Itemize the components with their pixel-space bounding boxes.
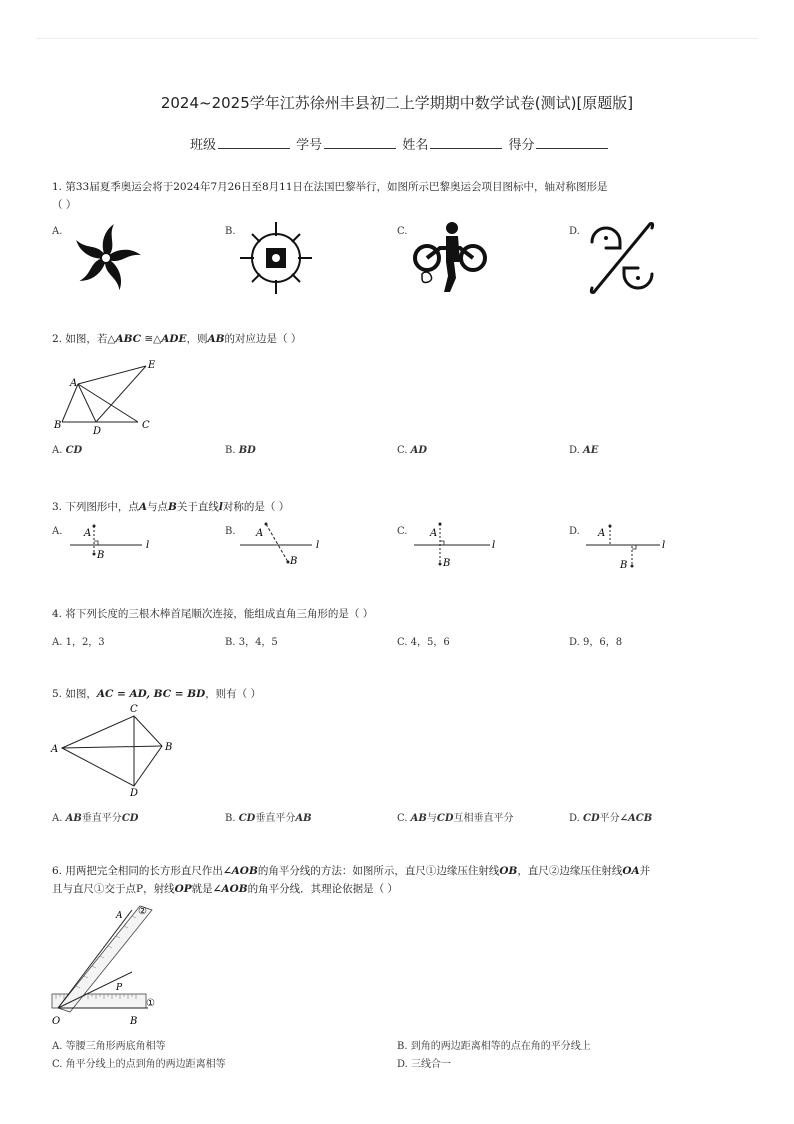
- q4-stem: 4. 将下列长度的三根木棒首尾顺次连接，能组成直角三角形的是（ ）: [52, 608, 374, 620]
- q6-stem-line1: 6. 用两把完全相同的长方形直尺作出∠AOB的角平分线的方法：如图所示，直尺①边缘压住射线OB，直尺②边缘压住射线OA并: [52, 865, 651, 877]
- name-blank: [430, 136, 502, 149]
- svg-text:P: P: [116, 983, 123, 993]
- svg-text:l: l: [662, 540, 666, 551]
- q1-option-c-label: C.: [397, 226, 408, 237]
- svg-text:B: B: [290, 556, 298, 567]
- svg-text:①: ①: [146, 998, 155, 1009]
- name-label: 姓名: [402, 138, 429, 153]
- q3-stem: 3. 下列图形中，点A与点B关于直线l对称的是（ ）: [52, 501, 290, 513]
- q3-figure-c: [410, 520, 510, 570]
- q1-option-d-label: D.: [569, 226, 580, 237]
- q3-figure-a: [66, 520, 166, 570]
- class-label: 班级: [190, 138, 217, 153]
- q3-figure-b: [236, 520, 336, 570]
- svg-text:B: B: [443, 558, 451, 569]
- q2-triangle-figure: [52, 358, 162, 438]
- svg-text:②: ②: [138, 906, 147, 917]
- score-blank: [536, 136, 608, 149]
- q2-option-b: B. BD: [225, 445, 256, 456]
- q6-stem-line2: 且与直尺①交于点P，射线OP就是∠AOB的角平分线．其理论依据是（ ）: [52, 883, 398, 895]
- svg-text:l: l: [316, 540, 320, 551]
- q4-option-d: D. 9，6，8: [569, 637, 623, 648]
- top-divider: [36, 38, 758, 39]
- q2-option-d: D. AE: [569, 445, 599, 456]
- svg-text:A: A: [256, 528, 264, 539]
- q6-rulers-figure: [48, 900, 164, 1028]
- q5-stem: 5. 如图，AC = AD, BC = BD，则有（ ）: [52, 688, 262, 700]
- svg-text:C: C: [130, 704, 138, 715]
- q5-option-c: C. AB与CD互相垂直平分: [397, 813, 514, 824]
- target-icon: [238, 220, 314, 296]
- cyclist-icon: [410, 218, 490, 298]
- q1-stem: 1. 第33届夏季奥运会将于2024年7月26日至8月11日在法国巴黎举行，如图所示巴黎奥运会项目图标中，轴对称图形是: [52, 181, 608, 193]
- number-blank: [324, 136, 396, 149]
- svg-text:D: D: [130, 788, 139, 799]
- number-label: 学号: [296, 138, 323, 153]
- student-info-line: [190, 134, 610, 153]
- q2-label-e: E: [148, 360, 156, 371]
- page-title: 2024~2025学年江苏徐州丰县初二上学期期中数学试卷(测试)[原题版]: [160, 94, 634, 112]
- svg-text:B: B: [97, 550, 105, 561]
- class-blank: [218, 136, 290, 149]
- svg-text:A: A: [430, 528, 438, 539]
- q5-option-a: A. AB垂直平分CD: [52, 813, 139, 824]
- q5-option-b: B. CD垂直平分AB: [225, 813, 312, 824]
- svg-text:A: A: [84, 528, 92, 539]
- q3-figure-d: [584, 520, 684, 570]
- q3-option-b-label: B.: [225, 526, 236, 537]
- crossed-clubs-icon: [582, 218, 662, 298]
- q4-option-c: C. 4，5，6: [397, 637, 450, 648]
- svg-text:B: B: [165, 742, 173, 753]
- q6-option-b: B. 到角的两边距离相等的点在角的平分线上: [397, 1041, 591, 1052]
- svg-text:l: l: [146, 540, 150, 551]
- q6-option-c: C. 角平分线上的点到角的两边距离相等: [52, 1059, 226, 1070]
- q4-option-a: A. 1，2，3: [52, 637, 105, 648]
- svg-text:O: O: [52, 1016, 61, 1027]
- svg-text:l: l: [492, 540, 496, 551]
- q2-label-d: D: [93, 426, 102, 437]
- q3-option-d-label: D.: [569, 526, 580, 537]
- q2-option-c: C. AD: [397, 445, 428, 456]
- svg-text:A: A: [51, 744, 59, 755]
- score-label: 得分: [508, 138, 535, 153]
- svg-text:B: B: [130, 1016, 138, 1027]
- q3-option-a-label: A.: [52, 526, 63, 537]
- q2-stem: 2. 如图，若△ABC ≅△ADE，则AB的对应边是（ ）: [52, 333, 302, 345]
- q2-label-c: C: [142, 420, 150, 431]
- svg-text:B: B: [620, 560, 628, 571]
- q5-option-d: D. CD平分∠ACB: [569, 813, 653, 824]
- q6-option-d: D. 三线合一: [397, 1059, 452, 1070]
- q3-option-c-label: C.: [397, 526, 408, 537]
- q6-option-a: A. 等腰三角形两底角相等: [52, 1041, 166, 1052]
- q2-option-a: A. CD: [52, 445, 83, 456]
- pinwheel-icon: [66, 218, 146, 298]
- q5-kite-figure: [50, 702, 180, 797]
- svg-text:A: A: [598, 528, 606, 539]
- svg-text:A: A: [116, 911, 123, 921]
- q4-option-b: B. 3，4，5: [225, 637, 278, 648]
- q1-paren: （ ）: [52, 199, 77, 211]
- q2-label-a: A: [70, 378, 78, 389]
- q1-option-a-label: A.: [52, 226, 63, 237]
- q1-option-b-label: B.: [225, 226, 236, 237]
- q2-label-b: B: [54, 420, 62, 431]
